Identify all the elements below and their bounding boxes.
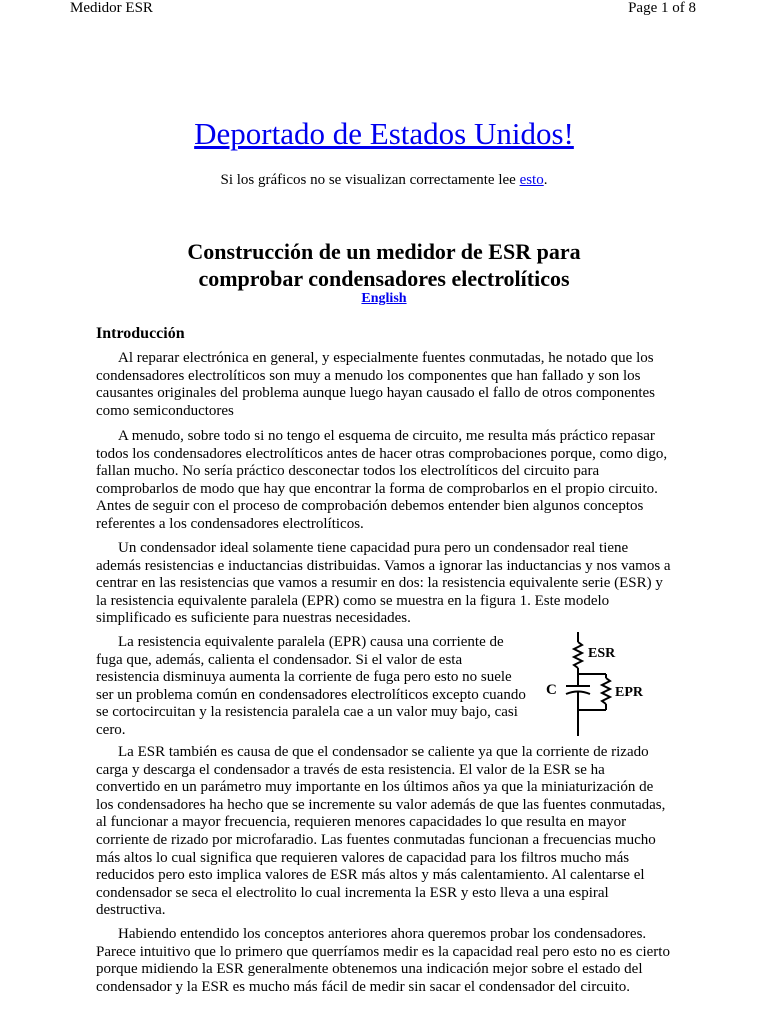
note-link[interactable]: esto: [519, 172, 544, 188]
paragraph: Habiendo entendido los conceptos anteriores ahora queremos probar los condensadores. Parece intuitivo que lo primero que querríamos medir es la capacidad real pero esto no es cierto porque midiendo la ESR generalmente obtenemos una indicación mejor sobre el estado del condensador y la ESR es mucho más fácil de medir sin sacar el condensador del circuito.: [96, 926, 670, 995]
page-number: Page 1 of 8: [628, 0, 696, 16]
article-title: [0, 238, 768, 292]
note-text: Si los gráficos no se visualizan correctamente lee: [220, 172, 520, 188]
english-link[interactable]: English: [361, 291, 407, 306]
paragraph: A menudo, sobre todo si no tengo el esquema de circuito, me resulta más práctico repasar todos los condensadores electrolíticos antes de hacer otras comprobaciones porque, como digo, fallan mucho. No sería práctico desconectar todos los electrolíticos del circuito para comprobarlos de modo que hay que encontrar la forma de comprobarlos en el propio circuito. Antes de seguir con el proceso de comprobación debemos entender bien algunos conceptos referentes a los condensadores electrolíticos.: [96, 428, 668, 532]
note-period: .: [543, 172, 548, 188]
paragraph: La resistencia equivalente paralela (EPR) causa una corriente de fuga que, además, calienta el condensador. Si el valor de esta resistencia disminuya aumenta la corriente de fuga pero esto no suele ser un problema común en condensadores electrolíticos excepto cuando se cortocircuitan y la resistencia paralela cae a un valor muy bajo, casi cero.: [96, 634, 526, 738]
paragraph: Un condensador ideal solamente tiene capacidad pura pero un condensador real tiene además resistencias e inductancias distribuidas. Vamos a ignorar las inductancias y nos vamos a centrar en las resistencias que vamos a resumir en dos: la resistencia equivalente serie (ESR) y la resistencia equivalente paralela (EPR) como se muestra en la figura 1. Este modelo simplificado es suficiente para nuestras necesidades.: [96, 540, 671, 627]
paragraph: Al reparar electrónica en general, y especialmente fuentes conmutadas, he notado que los condensadores electrolíticos son muy a menudo los componentes que han fallado y son los causantes originales del problema aunque luego hayan causado el fallo de otros componentes como semiconductores: [96, 350, 655, 419]
title-line-1: Construcción de un medidor de ESR para: [187, 239, 581, 264]
graphics-note: [0, 172, 768, 189]
page-header-title: Medidor ESR: [70, 0, 153, 16]
title-line-2: comprobar condensadores electrolíticos: [198, 266, 570, 291]
esr-label: ESR: [588, 646, 616, 661]
paragraph: La ESR también es causa de que el condensador se caliente ya que la corriente de rizado carga y descarga el condensador a través de esta resistencia. El valor de la ESR se ha convertido en un parámetro muy importante en los últimos años ya que la miniaturización de los condensadores ha hecho que se incremente su valor además de que las fuentes conmutadas, al funcionar a mayor frecuencia, requieren menores capacidades lo que resulta en mayor corriente de rizado por microfaradio. Las fuentes conmutadas funcionan a frecuencias mucho más altos lo cual significa que requieren valores de capacidad para los filtros mucho más reducidos pero esto implica valores de ESR más altos y más calentamiento. Al calentarse el condensador se seca el electrolito lo cual incrementa la ESR y esto lleva a una espiral destructiva.: [96, 744, 666, 919]
capacitor-model-figure: [540, 628, 670, 740]
c-label: C: [546, 682, 557, 698]
section-heading: Introducción: [96, 325, 185, 342]
banner-link[interactable]: Deportado de Estados Unidos!: [194, 116, 574, 151]
epr-label: EPR: [615, 685, 643, 700]
